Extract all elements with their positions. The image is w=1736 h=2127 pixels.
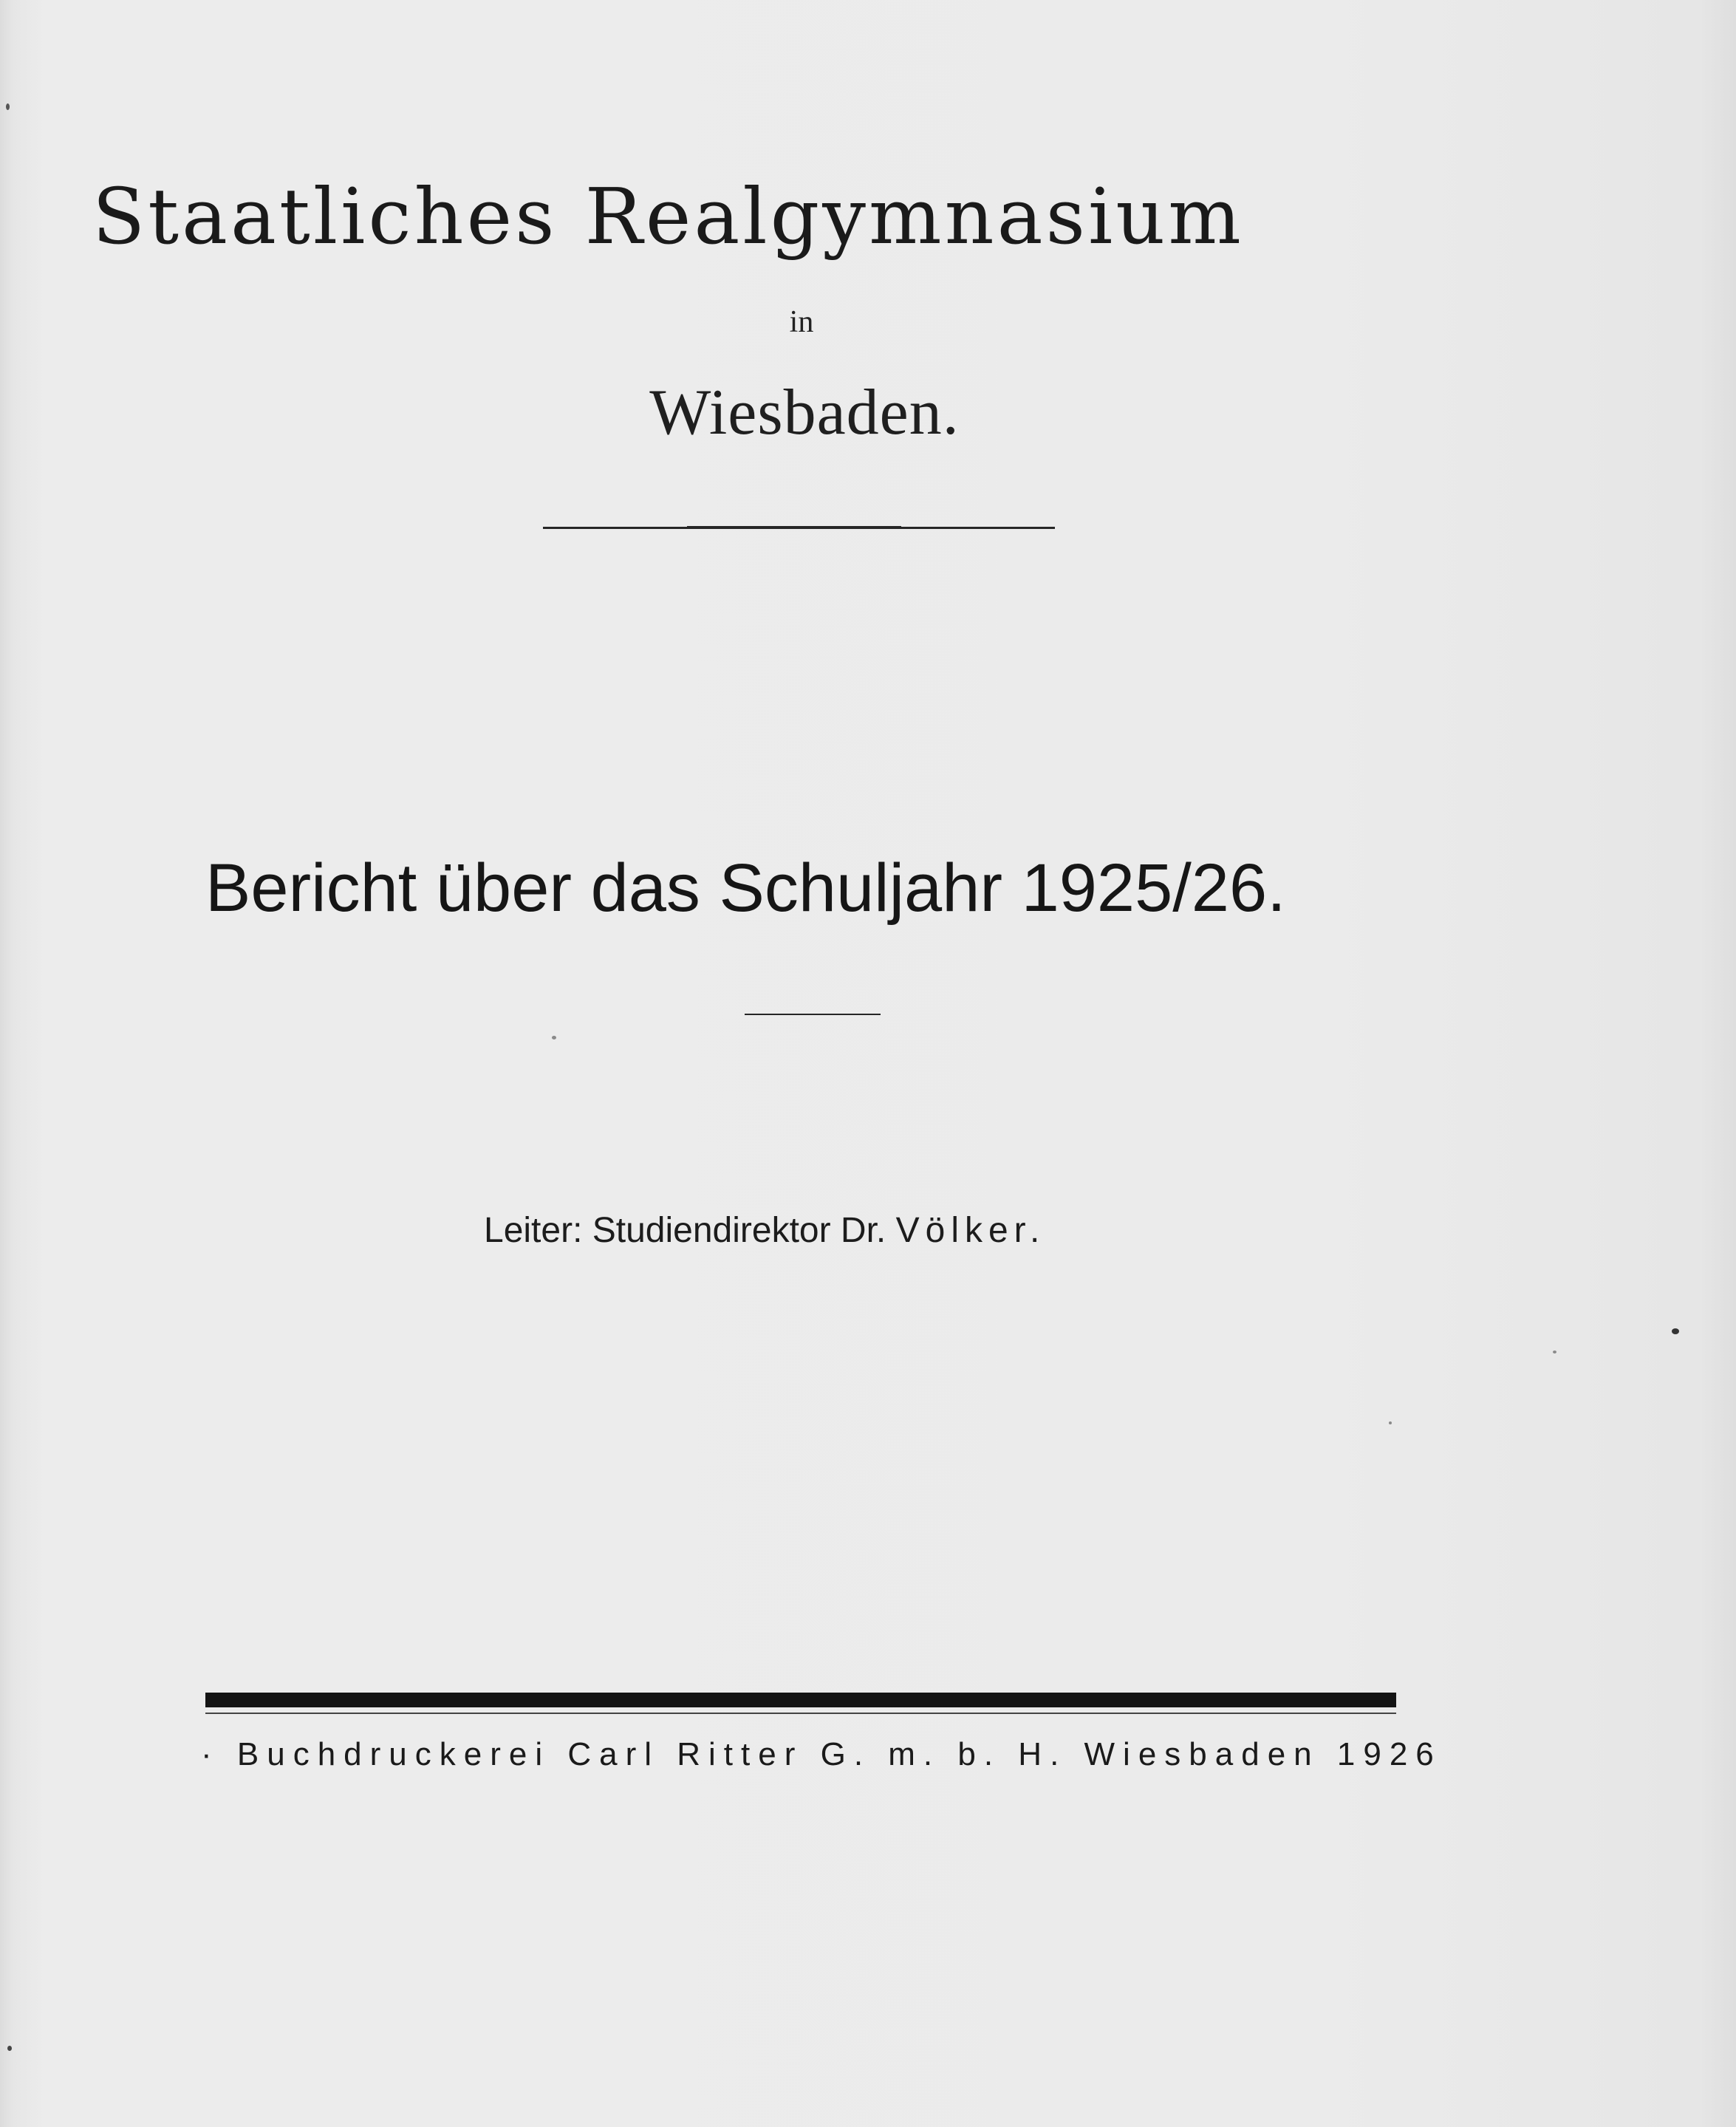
printer-imprint: · Buchdruckerei Carl Ritter G. m. b. H. Wiesbaden 1926 [201,1736,1442,1772]
middle-divider [745,1014,881,1015]
director-name: Völker. [895,1211,1046,1250]
bottom-thin-rule [205,1713,1396,1714]
paper-speck [7,2046,12,2051]
director-line [0,1210,1736,1251]
report-title: Bericht über das Schuljahr 1925/26. [205,850,1286,926]
paper-speck [1553,1351,1556,1353]
school-title: Staatliches Realgymnasium [92,171,1244,262]
paper-speck [6,103,10,110]
bottom-thick-rule [205,1693,1396,1707]
paper-speck [552,1036,556,1039]
director-label: Leiter: Studiendirektor Dr. [484,1211,886,1250]
top-divider-center [687,526,901,529]
paper-speck [1672,1328,1679,1334]
city-name: Wiesbaden. [649,377,960,448]
paper-speck [1389,1421,1392,1424]
preposition-in: in [789,305,814,339]
